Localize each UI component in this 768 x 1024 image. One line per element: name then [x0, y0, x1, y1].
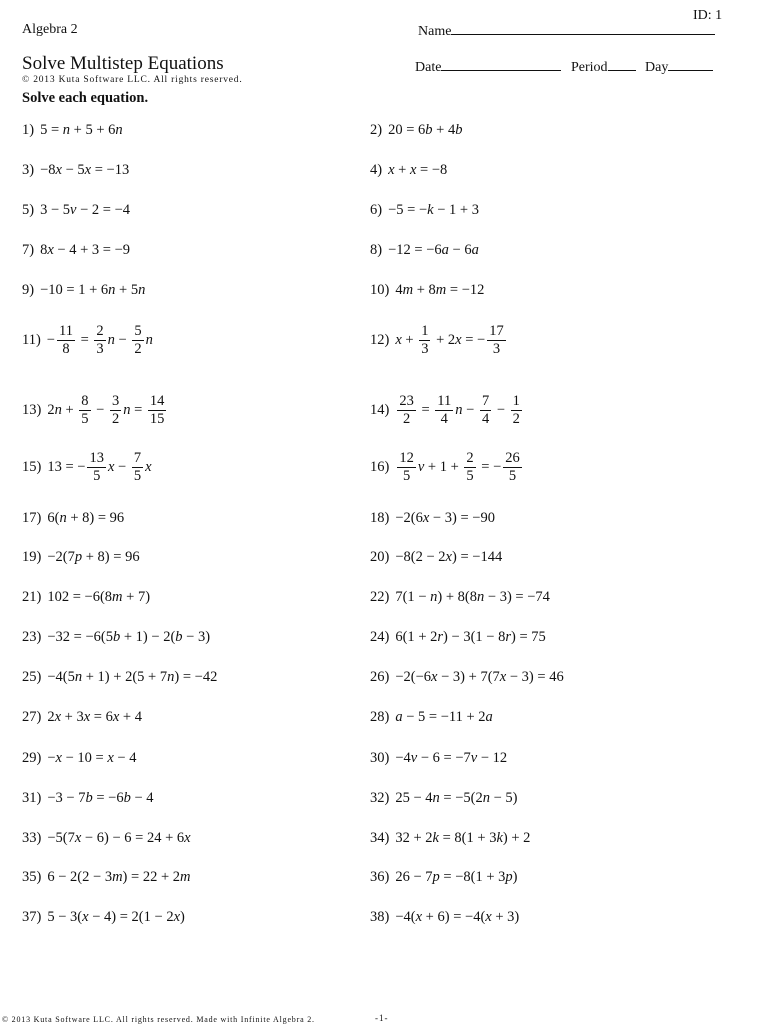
fraction: 11 8: [58, 323, 73, 357]
problem-equation: −4 v − 6 = −7 v − 12: [395, 749, 508, 766]
problem-item: [22, 537, 140, 577]
problem-equation: 6 − 2(2 − 3 m ) = 22 + 2 m: [47, 868, 191, 885]
problem-number: 23): [22, 628, 42, 645]
period-label: Period: [570, 60, 608, 75]
problem-equation: 5 − 3( x − 4) = 2(1 − 2 x ): [47, 908, 185, 925]
problem-equation: −10 = 1 + 6 n + 5 n: [40, 281, 146, 298]
problem-number: 15): [22, 458, 42, 475]
problem-item: [22, 447, 152, 487]
problem-item: [22, 390, 168, 430]
problem-equation: 6( n + 8) = 96: [47, 509, 125, 526]
day-label: Day: [645, 60, 669, 75]
fraction: 12 5: [399, 450, 414, 484]
problem-item: [22, 897, 185, 937]
fraction: 13 5: [89, 450, 104, 484]
fraction: 5 2: [134, 323, 142, 357]
problem-equation: 7(1 − n ) + 8(8 n − 3) = −74: [395, 588, 550, 605]
fraction: 23 2: [399, 393, 414, 427]
problem-item: [370, 897, 519, 937]
problem-item: [370, 778, 518, 818]
problem-item: [22, 617, 210, 657]
problem-number: 18): [370, 509, 390, 526]
problem-item: [370, 320, 508, 360]
worksheet-id: ID: 1: [693, 8, 723, 23]
problem-equation: 4 m + 8 m = −12: [395, 281, 485, 298]
problem-number: 29): [22, 749, 42, 766]
problem-number: 22): [370, 588, 390, 605]
instructions: Solve each equation.: [22, 90, 149, 106]
problem-number: 34): [370, 829, 390, 846]
problem-item: [370, 657, 564, 697]
problem-equation: a − 5 = −11 + 2 a: [395, 708, 493, 725]
problem-number: 19): [22, 548, 42, 565]
problem-number: 14): [370, 401, 390, 418]
problem-item: [370, 498, 495, 538]
problem-item: [22, 190, 130, 230]
problem-item: [370, 390, 524, 430]
problem-equation: 2 n + 8 5 − 3 2 n = 14 15: [47, 393, 165, 427]
problem-item: [370, 818, 530, 858]
problem-item: [370, 577, 550, 617]
problem-item: [370, 537, 502, 577]
fraction: 7 5: [133, 450, 142, 484]
problem-equation: −2(6 x − 3) = −90: [395, 509, 495, 526]
date-label: Date: [415, 60, 442, 75]
problem-equation: −32 = −6(5 b + 1) − 2( b − 3): [47, 628, 211, 645]
problem-item: [22, 150, 129, 190]
problem-number: 26): [370, 668, 390, 685]
problem-item: [22, 577, 150, 617]
problem-equation: x + x = −8: [388, 161, 448, 178]
problem-number: 8): [370, 241, 383, 258]
problem-equation: 12 5 v + 1 + 2 5 = − 26 5: [399, 450, 520, 484]
problem-number: 24): [370, 628, 390, 645]
problem-number: 11): [22, 331, 41, 348]
footer-copyright: © 2013 Kuta Software LLC. All rights reserved. Made with Infinite Algebra 2.: [2, 1015, 315, 1024]
fraction: 7 4: [481, 393, 490, 427]
problem-equation: 13 = − 13 5 x − 7 5 x: [47, 450, 152, 484]
date-line[interactable]: [441, 58, 561, 71]
problem-number: 13): [22, 401, 42, 418]
problem-number: 10): [370, 281, 390, 298]
problem-number: 35): [22, 868, 42, 885]
problem-item: [22, 270, 145, 310]
fraction: 14 15: [149, 393, 165, 427]
problem-equation: 26 − 7 p = −8(1 + 3 p ): [395, 868, 518, 885]
copyright-notice: © 2013 Kuta Software LLC. All rights reserved.: [22, 75, 243, 85]
problem-number: 27): [22, 708, 42, 725]
problem-equation: −8(2 − 2 x ) = −144: [395, 548, 503, 565]
problem-equation: 25 − 4 n = −5(2 n − 5): [395, 789, 518, 806]
problem-equation: − 11 8 = 2 3 n − 5 2 n: [46, 323, 153, 357]
problem-item: [370, 150, 447, 190]
problem-item: [22, 320, 153, 360]
problem-item: [22, 657, 217, 697]
name-line[interactable]: [451, 22, 715, 35]
problem-equation: −5 = − k − 1 + 3: [388, 201, 479, 218]
problem-number: 33): [22, 829, 42, 846]
problem-item: [370, 738, 507, 778]
problem-number: 37): [22, 908, 42, 925]
problem-equation: 2 x + 3 x = 6 x + 4: [47, 708, 142, 725]
problem-item: [22, 857, 191, 897]
problem-equation: 6(1 + 2 r ) − 3(1 − 8 r ) = 75: [395, 628, 546, 645]
problem-number: 2): [370, 121, 383, 138]
problem-equation: −3 − 7 b = −6 b − 4: [47, 789, 154, 806]
problem-equation: − x − 10 = x − 4: [47, 749, 137, 766]
problem-number: 25): [22, 668, 42, 685]
day-line[interactable]: [668, 58, 713, 71]
date-period-day-fields: [415, 58, 713, 76]
name-label: Name: [418, 24, 452, 39]
problem-item: [370, 110, 462, 150]
problem-number: 21): [22, 588, 42, 605]
problem-number: 36): [370, 868, 390, 885]
problem-number: 32): [370, 789, 390, 806]
problem-number: 7): [22, 241, 35, 258]
problem-item: [370, 230, 479, 270]
problem-number: 5): [22, 201, 35, 218]
problem-item: [22, 110, 123, 150]
problem-item: [370, 697, 493, 737]
page-number: -1-: [375, 1013, 389, 1023]
problem-equation: 8 x − 4 + 3 = −9: [40, 241, 131, 258]
problem-number: 20): [370, 548, 390, 565]
problem-equation: x + 1 3 + 2 x = − 17 3: [395, 323, 504, 357]
worksheet-title: Solve Multistep Equations: [22, 53, 224, 74]
fraction: 1 2: [512, 393, 520, 427]
problem-equation: −4(5 n + 1) + 2(5 + 7 n ) = −42: [47, 668, 218, 685]
problem-item: [370, 857, 518, 897]
fraction: 8 5: [81, 393, 89, 427]
problem-number: 38): [370, 908, 390, 925]
problem-number: 3): [22, 161, 35, 178]
fraction: 17 3: [489, 323, 504, 357]
problem-number: 1): [22, 121, 35, 138]
fraction: 1 3: [421, 323, 429, 357]
problem-item: [22, 498, 124, 538]
problem-equation: 32 + 2 k = 8(1 + 3 k ) + 2: [395, 829, 531, 846]
problem-equation: −2(−6 x − 3) + 7(7 x − 3) = 46: [395, 668, 564, 685]
problem-equation: 3 − 5 v − 2 = −4: [40, 201, 131, 218]
problem-item: [370, 617, 546, 657]
problem-item: [370, 447, 524, 487]
problem-equation: −4( x + 6) = −4( x + 3): [395, 908, 520, 925]
problem-item: [370, 270, 484, 310]
period-line[interactable]: [608, 58, 636, 71]
fraction: 2 3: [96, 323, 104, 357]
problem-equation: 23 2 = 11 4 n − 7 4 − 1 2: [399, 393, 520, 427]
problem-item: [22, 697, 142, 737]
problem-number: 9): [22, 281, 35, 298]
problem-equation: −2(7 p + 8) = 96: [47, 548, 140, 565]
problem-equation: −8 x − 5 x = −13: [40, 161, 130, 178]
problem-equation: −5(7 x − 6) − 6 = 24 + 6 x: [47, 829, 191, 846]
problem-item: [22, 738, 136, 778]
fraction: 3 2: [111, 393, 120, 427]
course-name: Algebra 2: [22, 22, 78, 37]
problem-number: 30): [370, 749, 390, 766]
problem-item: [22, 230, 130, 270]
problem-number: 4): [370, 161, 383, 178]
problem-number: 17): [22, 509, 42, 526]
problem-number: 31): [22, 789, 42, 806]
name-field[interactable]: [418, 22, 715, 40]
problem-number: 28): [370, 708, 390, 725]
problem-item: [370, 190, 479, 230]
problem-equation: −12 = −6 a − 6 a: [388, 241, 479, 258]
fraction: 11 4: [437, 393, 452, 427]
problem-equation: 20 = 6 b + 4 b: [388, 121, 463, 138]
problem-item: [22, 818, 191, 858]
problem-number: 6): [370, 201, 383, 218]
fraction: 26 5: [505, 450, 520, 484]
problem-item: [22, 778, 154, 818]
problem-equation: 102 = −6(8 m + 7): [47, 588, 151, 605]
problem-number: 12): [370, 331, 390, 348]
problem-equation: 5 = n + 5 + 6 n: [40, 121, 123, 138]
fraction: 2 5: [466, 450, 474, 484]
problem-number: 16): [370, 458, 390, 475]
